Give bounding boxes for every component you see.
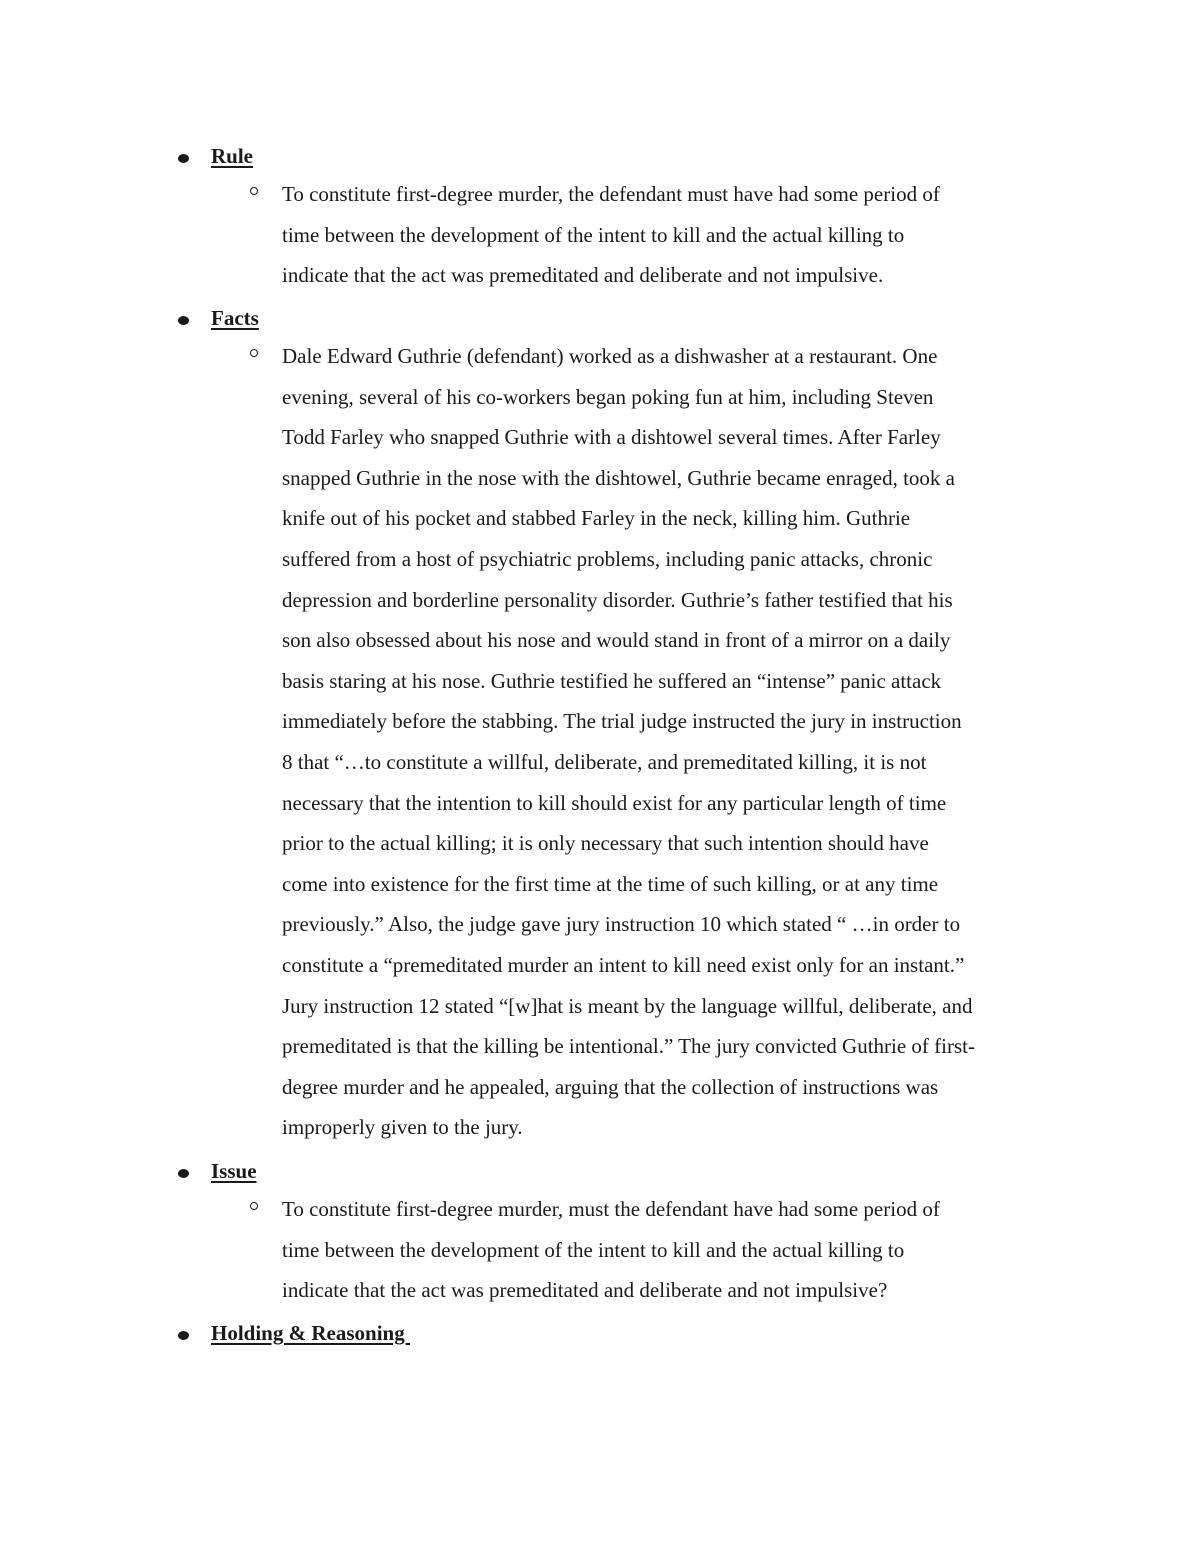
text-line: evening, several of his co-workers began poking fun at him, including Steven [282,384,934,409]
facts-text [282,336,1072,1148]
sub-bullet-item [0,336,1200,1148]
text-line: constitute a “premeditated murder an intent to kill need exist only for an instant.” [282,952,965,977]
filled-bullet-icon [178,1169,189,1178]
text-line: Dale Edward Guthrie (defendant) worked as a dishwasher at a restaurant. One [282,344,938,368]
text-line: knife out of his pocket and stabbed Farley in the neck, killing him. Guthrie [282,506,911,531]
section-heading-row [0,1317,1200,1357]
section-heading-issue: Issue [211,1159,257,1183]
text-line: prior to the actual killing; it is only necessary that such intention should have [282,831,929,856]
text-line: improperly given to the jury. [282,1115,523,1140]
filled-bullet-icon [178,316,189,325]
text-line: depression and borderline personality disorder. Guthrie’s father testified that his [282,587,953,612]
text-line: time between the development of the intent to kill and the actual killing to [282,1237,905,1262]
text-line: indicate that the act was premeditated and deliberate and not impulsive. [282,263,884,288]
hollow-bullet-icon [250,1202,258,1210]
section-heading-holding-reasoning: Holding & Reasoning [211,1321,410,1345]
text-line: time between the development of the intent to kill and the actual killing to [282,222,905,247]
text-line: Jury instruction 12 stated “[w]hat is meant by the language willful, deliberate, and [282,993,973,1018]
text-line: necessary that the intention to kill should exist for any particular length of time [282,790,947,815]
text-line: snapped Guthrie in the nose with the dishtowel, Guthrie became enraged, took a [282,465,955,490]
section-facts [0,302,1200,1148]
section-issue [0,1155,1200,1311]
text-line: indicate that the act was premeditated and deliberate and not impulsive? [282,1278,888,1303]
sub-bullet-item [0,174,1200,296]
text-line: 8 that “…to constitute a willful, deliberate, and premeditated killing, it is not [282,749,927,774]
sub-bullet-item [0,1189,1200,1311]
text-line: Todd Farley who snapped Guthrie with a dishtowel several times. After Farley [282,425,941,450]
filled-bullet-icon [178,154,189,163]
text-line: immediately before the stabbing. The trial judge instructed the jury in instruction [282,709,962,734]
text-line: premeditated is that the killing be intentional.” The jury convicted Guthrie of first- [282,1034,975,1059]
text-line: previously.” Also, the judge gave jury instruction 10 which stated “ …in order to [282,912,961,937]
filled-bullet-icon [178,1331,189,1340]
rule-text [282,174,1072,296]
hollow-bullet-icon [250,187,258,195]
section-heading-facts: Facts [211,306,259,330]
text-line: come into existence for the first time at the time of such killing, or at any time [282,871,939,896]
text-line: degree murder and he appealed, arguing that the collection of instructions was [282,1074,939,1099]
text-line: son also obsessed about his nose and would stand in front of a mirror on a daily [282,628,951,653]
section-holding-reasoning [0,1317,1200,1357]
text-line: To constitute first-degree murder, the defendant must have had some period of [282,182,940,206]
section-rule [0,140,1200,296]
hollow-bullet-icon [250,349,258,357]
issue-text [282,1189,1072,1311]
text-line: basis staring at his nose. Guthrie testified he suffered an “intense” panic attack [282,668,942,693]
text-line: suffered from a host of psychiatric problems, including panic attacks, chronic [282,546,933,571]
section-heading-rule: Rule [211,144,253,168]
text-line: To constitute first-degree murder, must the defendant have had some period of [282,1197,940,1221]
